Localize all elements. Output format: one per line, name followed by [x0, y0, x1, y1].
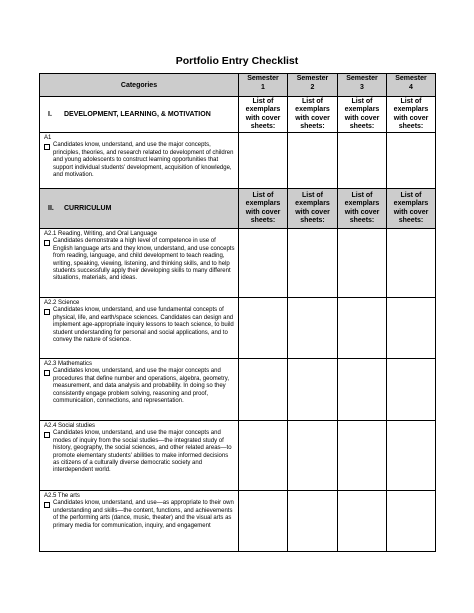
- item-row: [40, 491, 436, 552]
- semester-1-header: Semester 1: [239, 74, 288, 97]
- item-row: [40, 298, 436, 359]
- item-code: A2.5 The arts: [44, 493, 80, 499]
- semester-1-cell[interactable]: [239, 133, 288, 189]
- item-code: A2.3 Mathematics: [44, 361, 93, 367]
- semester-3-cell[interactable]: [338, 359, 387, 421]
- semester-3-cell[interactable]: [338, 133, 387, 189]
- semester-4-cell[interactable]: [387, 359, 436, 421]
- checkbox-icon[interactable]: [44, 370, 50, 376]
- semester-3-cell[interactable]: [338, 298, 387, 359]
- semester-4-cell[interactable]: [387, 229, 436, 298]
- list-label: List of exemplars with cover sheets:: [288, 97, 338, 133]
- semester-1-cell[interactable]: [239, 229, 288, 298]
- semester-4-cell[interactable]: [387, 491, 436, 552]
- list-label: List of exemplars with cover sheets:: [239, 97, 288, 133]
- section-row-1: [40, 97, 436, 133]
- semester-2-header: Semester 2: [288, 74, 338, 97]
- categories-header: Categories: [40, 74, 239, 97]
- semester-1-cell[interactable]: [239, 491, 288, 552]
- checkbox-icon[interactable]: [44, 432, 50, 438]
- item-text: Candidates know, understand, and use fundamental concepts of physical, life, and earth/space sciences. Candidates can design and implement age-appropriate inquiry lessons to teach science, to build student understanding for personal and social applications, and to convey the nature of science.: [53, 307, 234, 344]
- list-label: List of exemplars with cover sheets:: [239, 189, 288, 229]
- item-a1: [40, 133, 239, 189]
- item-row: [40, 421, 436, 491]
- header-row: [40, 74, 436, 97]
- section-title: I. DEVELOPMENT, LEARNING, & MOTIVATION: [40, 97, 239, 133]
- item-row: [40, 133, 436, 189]
- item-code: A1: [44, 135, 52, 141]
- item-text: Candidates know, understand, and use the major concepts, principles, theories, and research related to development of children and young adolescents to construct learning opportunities that support individual students' development, acquisition of knowledge, and motivation.: [53, 142, 234, 179]
- list-label: List of exemplars with cover sheets:: [338, 97, 387, 133]
- semester-2-cell[interactable]: [288, 421, 338, 491]
- item-a2-3: [40, 359, 239, 421]
- item-row: [40, 359, 436, 421]
- item-a2-1: [40, 229, 239, 298]
- item-row: [40, 229, 436, 298]
- item-text: Candidates know, understand, and use—as appropriate to their own understanding and skills—the content, functions, and achievements of the performing arts (dance, music, theater) and the visual arts as primary media for communication, inquiry, and engagement: [53, 500, 234, 529]
- section-row-2: [40, 189, 436, 229]
- semester-1-cell[interactable]: [239, 298, 288, 359]
- item-a2-4: [40, 421, 239, 491]
- item-a2-2: [40, 298, 239, 359]
- semester-3-header: Semester 3: [338, 74, 387, 97]
- item-code: A2.4 Social studies: [44, 423, 96, 429]
- semester-2-cell[interactable]: [288, 133, 338, 189]
- semester-4-cell[interactable]: [387, 421, 436, 491]
- checklist-table: [39, 73, 436, 552]
- list-label: List of exemplars with cover sheets:: [387, 97, 436, 133]
- page-title: Portfolio Entry Checklist: [175, 55, 299, 67]
- list-label: List of exemplars with cover sheets:: [288, 189, 338, 229]
- checkbox-icon[interactable]: [44, 309, 50, 315]
- semester-1-cell[interactable]: [239, 359, 288, 421]
- semester-2-cell[interactable]: [288, 359, 338, 421]
- list-label: List of exemplars with cover sheets:: [338, 189, 387, 229]
- semester-3-cell[interactable]: [338, 421, 387, 491]
- item-text: Candidates know, understand, and use the major concepts and modes of inquiry from the social studies—the integrated study of history, geography, the social sciences, and other related areas—to promote elementary students' abilities to make informed decisions as citizens of a culturally diverse democratic society and interdependent world.: [53, 430, 232, 474]
- semester-4-cell[interactable]: [387, 133, 436, 189]
- item-code: A2.1 Reading, Writing, and Oral Language: [44, 231, 157, 237]
- semester-4-cell[interactable]: [387, 298, 436, 359]
- semester-2-cell[interactable]: [288, 229, 338, 298]
- section-title: II. CURRICULUM: [40, 189, 239, 229]
- semester-2-cell[interactable]: [288, 491, 338, 552]
- semester-3-cell[interactable]: [338, 229, 387, 298]
- checkbox-icon[interactable]: [44, 240, 50, 246]
- semester-4-header: Semester 4: [387, 74, 436, 97]
- item-a2-5: [40, 491, 239, 552]
- checkbox-icon[interactable]: [44, 502, 50, 508]
- checkbox-icon[interactable]: [44, 144, 50, 150]
- item-code: A2.2 Science: [44, 300, 80, 306]
- item-text: Candidates demonstrate a high level of competence in use of English language arts and they know, understand, and use concepts from reading, language, and child development to teach reading, writing, speaking, viewing, listening, and thinking skills, and to help students successfully apply their developing skills to many different situations, materials, and ideas.: [53, 238, 235, 282]
- item-text: Candidates know, understand, and use the major concepts and procedures that define number and operations, algebra, geometry, measurement, and data analysis and probability. In doing so they consistently engage problem solving, reasoning and proof, communication, connections, and representation.: [53, 368, 229, 405]
- list-label: List of exemplars with cover sheets:: [387, 189, 436, 229]
- semester-1-cell[interactable]: [239, 421, 288, 491]
- semester-3-cell[interactable]: [338, 491, 387, 552]
- semester-2-cell[interactable]: [288, 298, 338, 359]
